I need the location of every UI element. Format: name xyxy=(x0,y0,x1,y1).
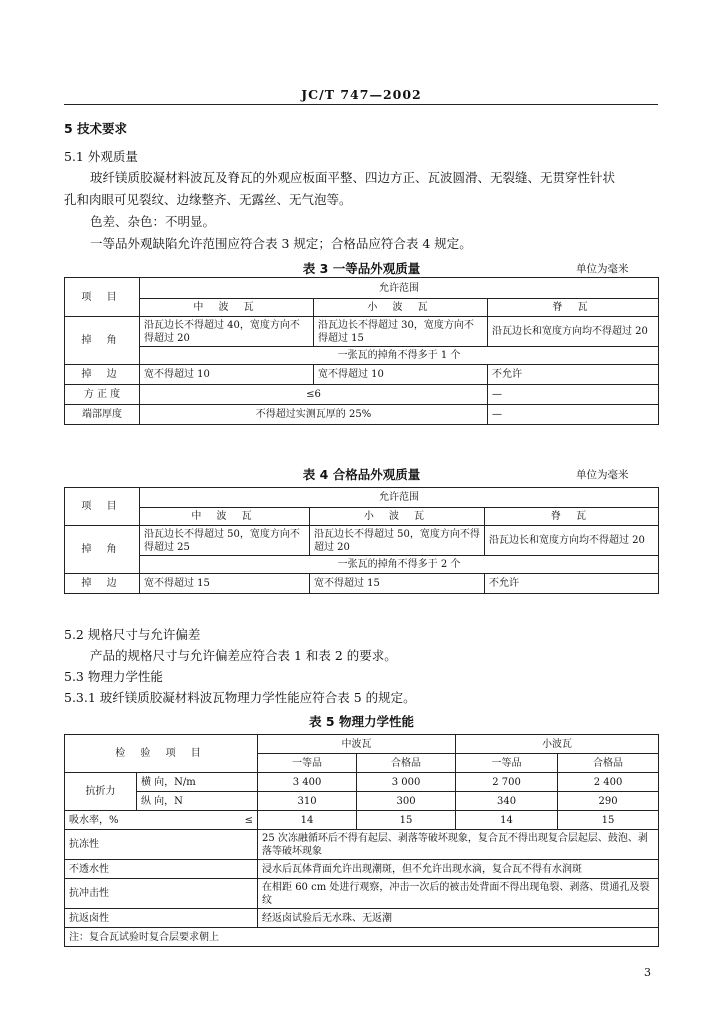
table-4-col-small: 小 波 瓦 xyxy=(310,508,485,526)
table-3-cell: 沿瓦边长不得超过 30，宽度方向不得超过 15 xyxy=(314,317,488,347)
table-5-group-mid: 中波瓦 xyxy=(258,735,456,754)
table-5-cell: 340 xyxy=(456,792,558,811)
table-4-cell: 沿瓦边长和宽度方向均不得超过 20 xyxy=(485,526,659,556)
table-5-note: 注：复合瓦试验时复合层要求朝上 xyxy=(65,928,659,947)
table-4-col-ridge: 脊 瓦 xyxy=(485,508,659,526)
section-5-heading: 5 技术要求 xyxy=(64,121,128,136)
table-5-le-symbol: ≤ xyxy=(244,814,254,826)
table-4-row-edge: 掉 边 xyxy=(65,574,140,594)
table-3-caption: 表 3 一等品外观质量 xyxy=(302,261,421,276)
table-4 xyxy=(64,487,659,594)
table-5-grade: 合格品 xyxy=(357,754,456,773)
table-5-grade: 一等品 xyxy=(258,754,357,773)
table-3-col-mid: 中 波 瓦 xyxy=(140,299,314,317)
table-3-allow-header: 允许范围 xyxy=(140,278,659,299)
table-3-item-header: 项 目 xyxy=(65,278,140,317)
header-rule xyxy=(64,104,658,105)
paragraph-dimensions: 产品的规格尺寸与允许偏差应符合表 1 和表 2 的要求。 xyxy=(90,648,397,663)
section-5-3-heading: 5.3 物理力学性能 xyxy=(64,669,163,684)
table-3-row-squareness: 方 正 度 xyxy=(65,385,140,405)
table-4-cell: 沿瓦边长不得超过 50，宽度方向不得超过 20 xyxy=(310,526,485,556)
table-5-cell: 290 xyxy=(558,792,659,811)
table-3-row-corner: 掉 角 xyxy=(65,317,140,365)
table-5-cell: 2 700 xyxy=(456,773,558,792)
table-5-grade: 合格品 xyxy=(558,754,659,773)
table-5-cell: 310 xyxy=(258,792,357,811)
table-5-cell: 3 000 xyxy=(357,773,456,792)
table-5-row-longitudinal: 纵 向，N xyxy=(137,792,258,811)
section-5-2-heading: 5.2 规格尺寸与允许偏差 xyxy=(64,627,201,642)
table-3-cell: 宽不得超过 10 xyxy=(140,365,314,385)
table-5-row-impact: 抗冲击性 xyxy=(65,879,258,909)
table-5-group-small: 小波瓦 xyxy=(456,735,659,754)
table-3-cell: 沿瓦边长不得超过 40，宽度方向不得超过 20 xyxy=(140,317,314,347)
table-5-cell: 浸水后瓦体背面允许出现潮斑，但不允许出现水滴，复合瓦不得有水润斑 xyxy=(258,860,659,879)
table-5-cell: 14 xyxy=(456,811,558,830)
table-5-row-water-absorption xyxy=(65,811,258,830)
table-5-row-frost: 抗冻性 xyxy=(65,830,258,860)
table-5-row-halogen: 抗返卤性 xyxy=(65,909,258,928)
table-4-unit: 单位为毫米 xyxy=(576,469,629,481)
doc-header: JC/T 747—2002 xyxy=(301,87,422,102)
table-4-row-corner: 掉 角 xyxy=(65,526,140,574)
table-4-cell: 不允许 xyxy=(485,574,659,594)
table-5-row-transverse: 横 向，N/m xyxy=(137,773,258,792)
table-3-corner-note: 一张瓦的掉角不得多于 1 个 xyxy=(140,347,659,365)
table-4-cell: 宽不得超过 15 xyxy=(140,574,310,594)
table-3-cell: — xyxy=(488,405,659,425)
table-5-item-header: 检 验 项 目 xyxy=(65,735,258,773)
table-5-cell: 在相距 60 cm 处进行观察，冲击一次后的被击处背面不得出现龟裂、剥落、贯通孔及裂纹 xyxy=(258,879,659,909)
section-5-3-1-heading: 5.3.1 玻纤镁质胶凝材料波瓦物理力学性能应符合表 5 的规定。 xyxy=(64,690,416,705)
table-4-corner-note: 一张瓦的掉角不得多于 2 个 xyxy=(140,556,659,574)
page-number: 3 xyxy=(644,966,651,979)
table-5-cell: 14 xyxy=(258,811,357,830)
table-3-cell: 沿瓦边长和宽度方向均不得超过 20 xyxy=(488,317,659,347)
table-3-cell: 不允许 xyxy=(488,365,659,385)
table-3-cell: 不得超过实测瓦厚的 25% xyxy=(140,405,488,425)
table-5-cell: 经返卤试验后无水珠、无返潮 xyxy=(258,909,659,928)
table-5-grade: 一等品 xyxy=(456,754,558,773)
table-5-cell: 15 xyxy=(558,811,659,830)
table-5 xyxy=(64,734,659,947)
table-5-row-flexural: 抗折力 xyxy=(65,773,137,811)
table-3-col-ridge: 脊 瓦 xyxy=(488,299,659,317)
table-5-cell: 300 xyxy=(357,792,456,811)
table-3-row-edge: 掉 边 xyxy=(65,365,140,385)
table-3-col-small: 小 波 瓦 xyxy=(314,299,488,317)
paragraph-appearance-2: 孔和肉眼可见裂纹、边缘整齐、无露丝、无气泡等。 xyxy=(64,192,352,207)
table-3-cell: ≤6 xyxy=(140,385,488,405)
table-3-row-end-thickness: 端部厚度 xyxy=(65,405,140,425)
paragraph-tables-ref: 一等品外观缺陷允许范围应符合表 3 规定；合格品应符合表 4 规定。 xyxy=(90,236,472,251)
paragraph-appearance-1: 玻纤镁质胶凝材料波瓦及脊瓦的外观应板面平整、四边方正、瓦波圆滑、无裂缝、无贯穿性针状 xyxy=(90,170,616,185)
table-3 xyxy=(64,277,659,425)
table-4-item-header: 项 目 xyxy=(65,488,140,526)
table-3-cell: — xyxy=(488,385,659,405)
table-5-cell: 15 xyxy=(357,811,456,830)
table-4-caption: 表 4 合格品外观质量 xyxy=(302,467,421,482)
table-5-cell: 25 次冻融循环后不得有起层、剥落等破坏现象，复合瓦不得出现复合层起层、鼓泡、剥落等破坏现象 xyxy=(258,830,659,860)
table-4-cell: 宽不得超过 15 xyxy=(310,574,485,594)
table-3-cell: 宽不得超过 10 xyxy=(314,365,488,385)
table-4-cell: 沿瓦边长不得超过 50，宽度方向不得超过 25 xyxy=(140,526,310,556)
table-5-caption: 表 5 物理力学性能 xyxy=(309,714,414,729)
table-5-cell: 2 400 xyxy=(558,773,659,792)
table-3-unit: 单位为毫米 xyxy=(576,263,629,275)
section-5-1-heading: 5.1 外观质量 xyxy=(64,149,138,164)
table-4-col-mid: 中 波 瓦 xyxy=(140,508,310,526)
table-4-allow-header: 允许范围 xyxy=(140,488,659,508)
table-5-row-impermeability: 不透水性 xyxy=(65,860,258,879)
paragraph-color: 色差、杂色：不明显。 xyxy=(90,214,216,229)
table-5-cell: 3 400 xyxy=(258,773,357,792)
table-5-water-label: 吸水率，% xyxy=(69,814,119,826)
